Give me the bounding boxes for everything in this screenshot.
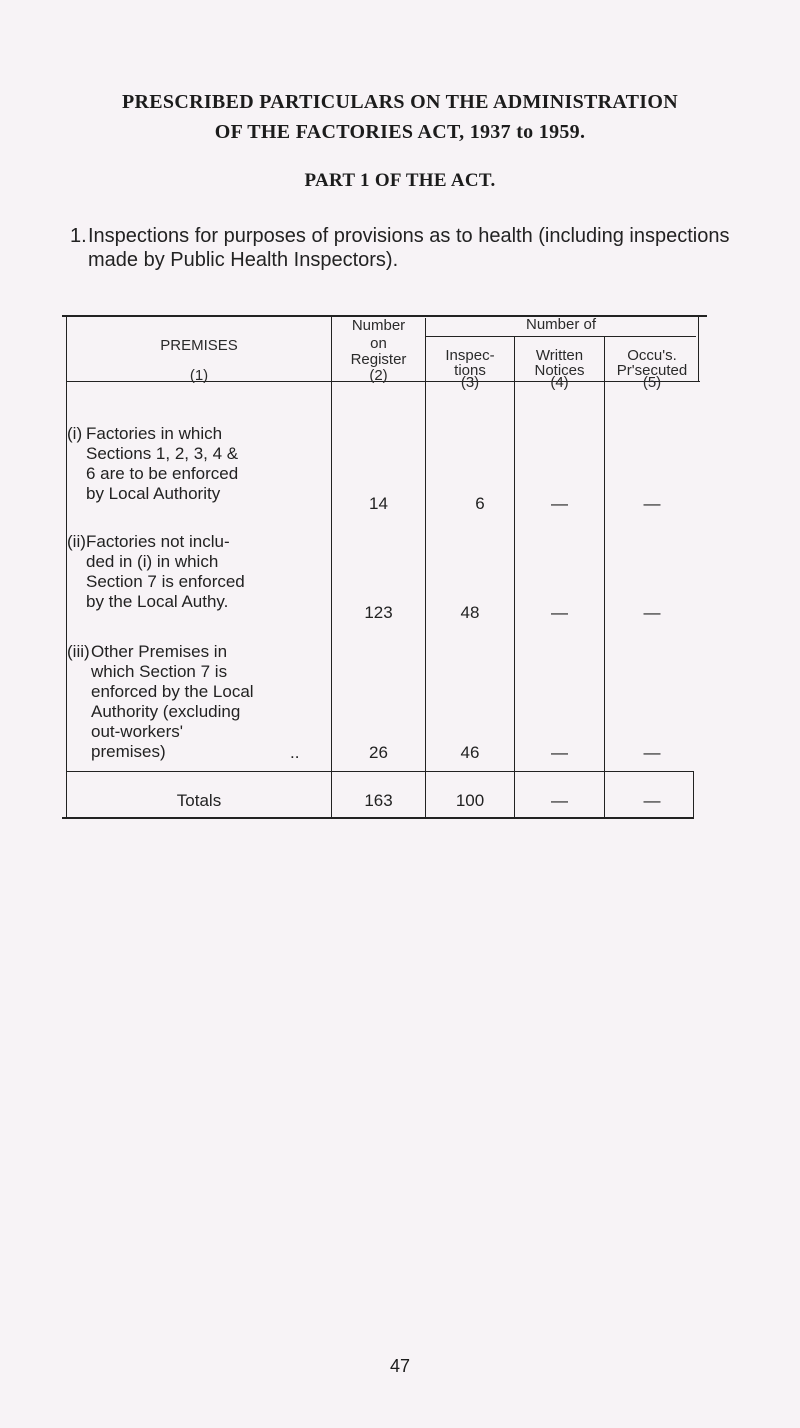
row-notices-value: —	[551, 743, 568, 762]
row-text-line: Sections 1, 2, 3, 4 &	[86, 444, 239, 463]
col-register-line2: on	[370, 335, 387, 352]
col-inspections-number: (3)	[460, 374, 480, 391]
totals-register-value: 163	[364, 791, 393, 810]
row-text-line: which Section 7 is	[91, 662, 228, 681]
row-prosecuted-value: —	[643, 494, 661, 513]
left-border	[66, 316, 67, 818]
col-premises-number: (1)	[189, 367, 209, 384]
col-prosecuted-line1: Occu's.	[627, 347, 677, 364]
group-header-number-of: Number of	[525, 316, 597, 333]
document-title-line-2: OF THE FACTORIES ACT, 1937 to 1959.	[214, 121, 586, 143]
col-register-line1: Number	[351, 317, 406, 334]
col-notices-number: (4)	[550, 374, 569, 391]
row-text-line: Factories in which	[86, 424, 223, 443]
group-header-underline	[426, 336, 696, 337]
row-text-line: Other Premises in	[91, 642, 228, 661]
col-register-line3: Register	[350, 351, 407, 368]
totals-label: Totals	[176, 791, 222, 810]
col-inspections-line2: tions	[454, 362, 486, 379]
row-text-line: Factories not inclu-	[86, 532, 230, 551]
col-premises-label: PREMISES	[160, 337, 238, 354]
section-number: 1.	[70, 225, 87, 247]
row-text-line: premises)	[91, 742, 166, 761]
row-inspections-value: 6	[475, 494, 485, 513]
row-leader-dots: ..	[290, 743, 300, 762]
document-title-line-1: PRESCRIBED PARTICULARS ON THE ADMINISTRATION	[122, 91, 678, 113]
col-register-number: (2)	[369, 367, 388, 384]
col-notices-line1: Written	[535, 347, 584, 364]
col-notices-line2: Notices	[534, 362, 585, 379]
col-prosecuted-line2: Pr'secuted	[616, 362, 688, 379]
totals-notices-value: —	[551, 791, 568, 810]
row-register-value: 14	[369, 494, 388, 513]
row-label: (ii)	[67, 532, 86, 551]
page-number: 47	[389, 1356, 411, 1376]
row-register-value: 123	[364, 603, 393, 622]
totals-top-rule	[67, 771, 694, 772]
totals-prosecuted-value: —	[643, 791, 661, 810]
row-inspections-value: 48	[460, 603, 480, 622]
row-label: (iii)	[67, 642, 90, 661]
row-text-line: Section 7 is enforced	[86, 572, 245, 591]
row-text-line: by the Local Authy.	[86, 592, 229, 611]
row-text-line: 6 are to be enforced	[86, 464, 239, 483]
row-notices-value: —	[551, 494, 568, 513]
row-inspections-value: 46	[460, 743, 480, 762]
row-register-value: 26	[369, 743, 388, 762]
row-prosecuted-value: —	[643, 743, 661, 762]
totals-inspections-value: 100	[455, 791, 485, 810]
row-notices-value: —	[551, 603, 568, 622]
row-text-line: Authority (excluding	[91, 702, 241, 721]
row-prosecuted-value: —	[643, 603, 661, 622]
row-text-line: by Local Authority	[86, 484, 221, 503]
row-text-line: enforced by the Local	[91, 682, 254, 701]
col-prosecuted-number: (5)	[642, 374, 662, 391]
row-text-line: ded in (i) in which	[86, 552, 219, 571]
row-label: (i)	[67, 424, 83, 443]
row-text-line: out-workers'	[91, 722, 184, 741]
section-text: Inspections for purposes of provisions as to health (including inspections made by Public Health Inspectors).	[88, 225, 730, 271]
part-heading: PART 1 OF THE ACT.	[304, 170, 496, 191]
table-bottom-rule	[62, 817, 694, 819]
col-inspections-line1: Inspec-	[445, 347, 495, 364]
